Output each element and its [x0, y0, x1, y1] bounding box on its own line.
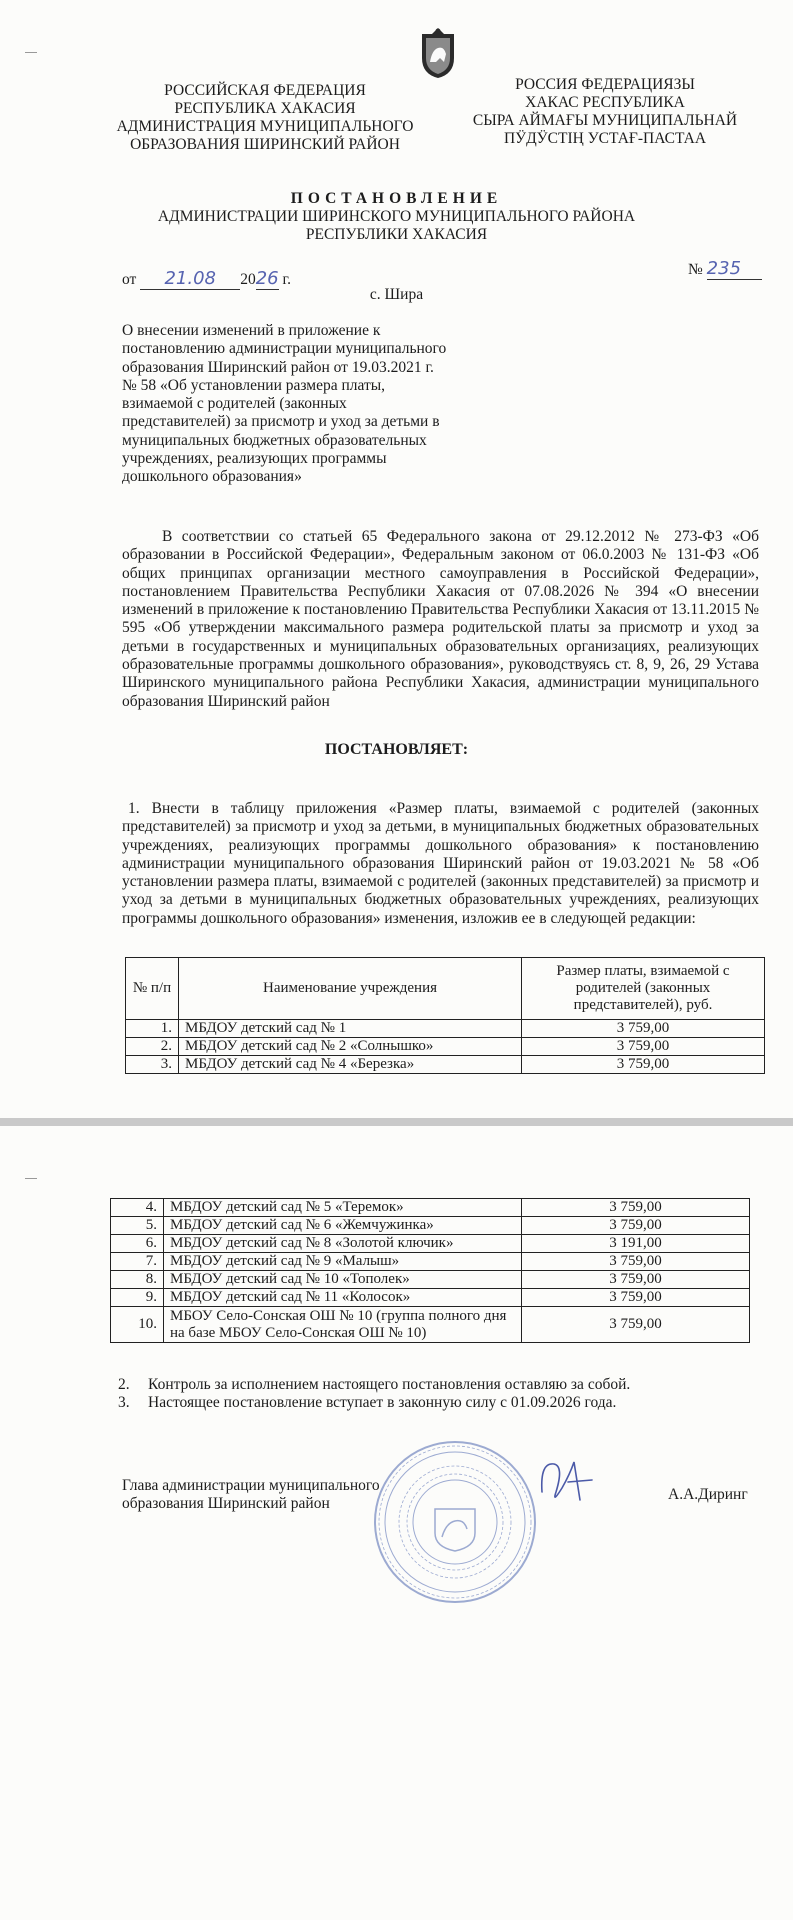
header-right-line: ПӰДӰСТІҢ УСТАҒ-ПАСТАА	[503, 130, 707, 147]
item-3-number: 3.	[118, 1394, 130, 1411]
year-handwritten: 26	[255, 268, 279, 289]
header-right-line: ХАКАС РЕСПУБЛИКА	[525, 94, 685, 111]
page-separator	[0, 1118, 793, 1126]
row-fee: 3 191,00	[522, 1235, 750, 1253]
header-num: № п/п	[126, 958, 179, 1020]
table-row	[111, 1271, 750, 1289]
date-prefix: от	[122, 271, 137, 288]
row-number: 1.	[126, 1020, 179, 1038]
row-fee: 3 759,00	[522, 1199, 750, 1217]
table-row	[111, 1217, 750, 1235]
table-row	[111, 1253, 750, 1271]
row-fee: 3 759,00	[522, 1307, 750, 1343]
position-line: образования Ширинский район	[122, 1495, 330, 1512]
item-2-text: Контроль за исполнением настоящего постановления оставляю за собой.	[148, 1376, 631, 1393]
official-seal	[360, 1437, 550, 1607]
row-institution-name: МБДОУ детский сад № 11 «Колосок»	[164, 1289, 522, 1307]
table-row	[111, 1289, 750, 1307]
item-2	[118, 1376, 630, 1394]
number-line	[688, 260, 762, 280]
handwritten-signature	[532, 1452, 612, 1512]
row-fee: 3 759,00	[522, 1253, 750, 1271]
scan-mark	[25, 52, 37, 53]
row-institution-name: МБОУ Село-Сонская ОШ № 10 (группа полного дня на базе МБОУ Село-Сонская ОШ № 10)	[164, 1307, 522, 1343]
header-left-line: АДМИНИСТРАЦИЯ МУНИЦИПАЛЬНОГО	[116, 118, 414, 135]
subject-text: О внесении изменений в приложение к постановлению администрации муниципального образования Ширинский район от 19.03.2021 г. № 58 «Об установлении размера платы, взимаемой с родителей (законных представителей) за присмотр и уход за детьми в муниципальных бюджетных образовательных учреждениях, реализующих программы дошкольного образования»	[122, 322, 447, 486]
row-fee: 3 759,00	[522, 1289, 750, 1307]
item-3-text: Настоящее постановление вступает в законную силу с 01.09.2026 года.	[148, 1394, 617, 1411]
scan-mark	[25, 1178, 37, 1179]
header-left-line: ОБРАЗОВАНИЯ ШИРИНСКИЙ РАЙОН	[130, 136, 400, 153]
fees-table-part-1	[125, 957, 765, 1074]
table-header-row	[126, 958, 765, 1020]
header-left-line: РОССИЙСКАЯ ФЕДЕРАЦИЯ	[164, 82, 366, 99]
signature-position	[122, 1477, 380, 1513]
table-row	[126, 1038, 765, 1056]
row-institution-name: МБДОУ детский сад № 2 «Солнышко»	[179, 1038, 522, 1056]
row-number: 6.	[111, 1235, 164, 1253]
fees-table-part-2	[110, 1198, 750, 1343]
header-left	[105, 82, 425, 154]
year-unit: г.	[282, 271, 291, 288]
place: с. Шира	[369, 286, 424, 303]
document-title	[0, 190, 793, 244]
coat-of-arms-icon	[418, 28, 458, 80]
item-2-number: 2.	[118, 1376, 130, 1393]
row-number: 3.	[126, 1056, 179, 1074]
row-number: 10.	[111, 1307, 164, 1343]
row-institution-name: МБДОУ детский сад № 6 «Жемчужинка»	[164, 1217, 522, 1235]
row-institution-name: МБДОУ детский сад № 4 «Березка»	[179, 1056, 522, 1074]
header-fee: Размер платы, взимаемой с родителей (законных представителей), руб.	[522, 958, 765, 1020]
year-prefix: 20	[240, 271, 256, 288]
signer-name: А.А.Диринг	[668, 1486, 748, 1503]
row-number: 8.	[111, 1271, 164, 1289]
header-name: Наименование учреждения	[179, 958, 522, 1020]
item-3	[118, 1394, 630, 1412]
position-line: Глава администрации муниципального	[122, 1477, 380, 1494]
row-fee: 3 759,00	[522, 1217, 750, 1235]
table-row	[126, 1056, 765, 1074]
row-number: 4.	[111, 1199, 164, 1217]
number-handwritten: 235	[706, 258, 742, 279]
table-row	[126, 1020, 765, 1038]
items-2-3	[118, 1376, 630, 1412]
row-fee: 3 759,00	[522, 1271, 750, 1289]
item-1-text: 1. Внести в таблицу приложения «Размер платы, взимаемой с родителей (законных представителей) за присмотр и уход за детьми, в муниципальных бюджетных образовательных учреждениях, реализующих программы дошкольного образования» к постановлению администрации муниципального образования Ширинский район от 19.03.2021 № 58 «Об установлении размера платы, взимаемой с родителей (законных представителей) за присмотр и уход за детьми в муниципальных бюджетных образовательных учреждениях, реализующих программы дошкольного образования» изменения, изложив ее в следующей редакции:	[122, 800, 759, 927]
row-number: 2.	[126, 1038, 179, 1056]
row-institution-name: МБДОУ детский сад № 8 «Золотой ключик»	[164, 1235, 522, 1253]
row-institution-name: МБДОУ детский сад № 5 «Теремок»	[164, 1199, 522, 1217]
title-main: ПОСТАНОВЛЕНИЕ	[290, 190, 503, 207]
table-row	[111, 1199, 750, 1217]
row-number: 9.	[111, 1289, 164, 1307]
title-line: АДМИНИСТРАЦИИ ШИРИНСКОГО МУНИЦИПАЛЬНОГО РАЙОНА	[157, 208, 636, 225]
row-fee: 3 759,00	[522, 1038, 765, 1056]
number-sign: №	[688, 261, 703, 278]
row-institution-name: МБДОУ детский сад № 10 «Тополек»	[164, 1271, 522, 1289]
header-left-line: РЕСПУБЛИКА ХАКАСИЯ	[174, 100, 356, 117]
header-right	[455, 76, 755, 148]
row-fee: 3 759,00	[522, 1020, 765, 1038]
preamble-text: В соответствии со статьей 65 Федерального закона от 29.12.2012 № 273-ФЗ «Об образовании в Российской Федерации», Федеральным законом от 06.0.2003 № 131-ФЗ «Об общих принципах организации местного самоуправления в Российской Федерации», постановлением Правительства Республики Хакасия от 07.08.2026 № 394 «О внесении изменений в приложение к постановлению Правительства Республики Хакасия от 13.11.2015 № 595 «Об утверждении максимального размера родительской платы за присмотр и уход за детьми в государственных и муниципальных образовательных организациях, реализующих образовательные программы дошкольного образования», руководствуясь ст. 8, 9, 26, 29 Устава Ширинского муниципального района Республики Хакасия, администрации муниципального образования Ширинский район	[122, 528, 759, 710]
table-row	[111, 1307, 750, 1343]
title-line: РЕСПУБЛИКИ ХАКАСИЯ	[305, 226, 488, 243]
number-field	[707, 260, 762, 280]
row-institution-name: МБДОУ детский сад № 9 «Малыш»	[164, 1253, 522, 1271]
header-right-line: СЫРА АЙМАҒЫ МУНИЦИПАЛЬНАЙ	[472, 112, 738, 129]
row-number: 7.	[111, 1253, 164, 1271]
date-handwritten: 21.08	[164, 268, 216, 289]
header-right-line: РОССИЯ ФЕДЕРАЦИЯЗЫ	[515, 76, 695, 93]
row-institution-name: МБДОУ детский сад № 1	[179, 1020, 522, 1038]
decree-word: ПОСТАНОВЛЯЕТ:	[324, 741, 469, 758]
table-row	[111, 1235, 750, 1253]
row-fee: 3 759,00	[522, 1056, 765, 1074]
row-number: 5.	[111, 1217, 164, 1235]
